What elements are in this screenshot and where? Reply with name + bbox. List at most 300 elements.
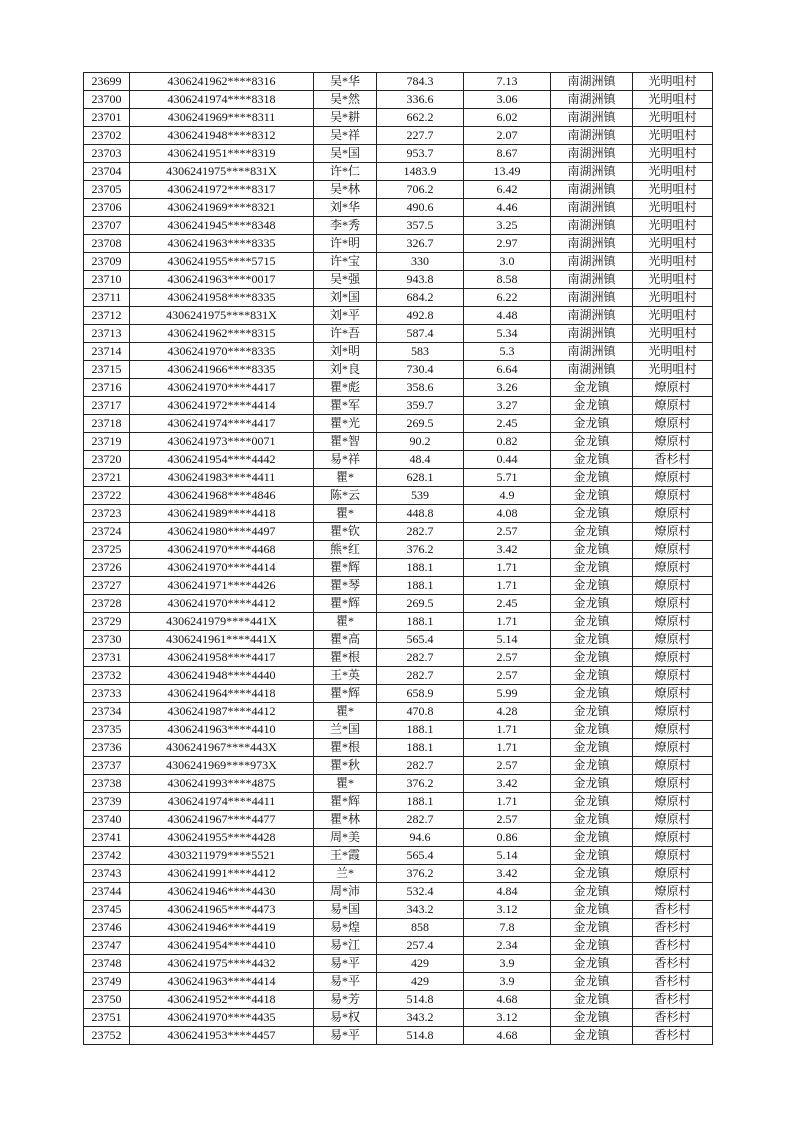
- village-cell: 香杉村: [633, 973, 713, 991]
- town-cell: 金龙镇: [551, 883, 633, 901]
- village-cell: 燎原村: [633, 649, 713, 667]
- table-row: [84, 145, 713, 163]
- town-cell: 南湖洲镇: [551, 271, 633, 289]
- amount-cell: 376.2: [377, 541, 464, 559]
- town-cell: 金龙镇: [551, 973, 633, 991]
- row-number-cell: 23717: [84, 397, 130, 415]
- row-number-cell: 23705: [84, 181, 130, 199]
- village-cell: 燎原村: [633, 487, 713, 505]
- table-row: [84, 91, 713, 109]
- id-number-cell: 4306241987****4412: [130, 703, 314, 721]
- town-cell: 金龙镇: [551, 703, 633, 721]
- row-number-cell: 23724: [84, 523, 130, 541]
- village-cell: 燎原村: [633, 577, 713, 595]
- town-cell: 金龙镇: [551, 451, 633, 469]
- id-number-cell: 4306241970****4417: [130, 379, 314, 397]
- name-cell: 瞿*秋: [314, 757, 377, 775]
- table-row: [84, 937, 713, 955]
- amount-cell: 565.4: [377, 847, 464, 865]
- amount-cell: 257.4: [377, 937, 464, 955]
- amount-cell: 358.6: [377, 379, 464, 397]
- row-number-cell: 23712: [84, 307, 130, 325]
- village-cell: 香杉村: [633, 955, 713, 973]
- id-number-cell: 4306241989****4418: [130, 505, 314, 523]
- value-cell: 5.14: [464, 631, 551, 649]
- table-row: [84, 865, 713, 883]
- value-cell: 3.25: [464, 217, 551, 235]
- id-number-cell: 4306241975****4432: [130, 955, 314, 973]
- town-cell: 金龙镇: [551, 1009, 633, 1027]
- name-cell: 易*煌: [314, 919, 377, 937]
- table-row: [84, 901, 713, 919]
- village-cell: 光明咀村: [633, 235, 713, 253]
- amount-cell: 188.1: [377, 739, 464, 757]
- id-number-cell: 4306241954****4410: [130, 937, 314, 955]
- name-cell: 吴*祥: [314, 127, 377, 145]
- id-number-cell: 4306241963****8335: [130, 235, 314, 253]
- row-number-cell: 23709: [84, 253, 130, 271]
- value-cell: 3.0: [464, 253, 551, 271]
- name-cell: 李*秀: [314, 217, 377, 235]
- amount-cell: 357.5: [377, 217, 464, 235]
- value-cell: 1.71: [464, 739, 551, 757]
- amount-cell: 188.1: [377, 559, 464, 577]
- amount-cell: 336.6: [377, 91, 464, 109]
- id-number-cell: 4306241969****973X: [130, 757, 314, 775]
- amount-cell: 448.8: [377, 505, 464, 523]
- value-cell: 2.57: [464, 811, 551, 829]
- row-number-cell: 23711: [84, 289, 130, 307]
- value-cell: 3.27: [464, 397, 551, 415]
- value-cell: 3.42: [464, 865, 551, 883]
- amount-cell: 492.8: [377, 307, 464, 325]
- row-number-cell: 23750: [84, 991, 130, 1009]
- village-cell: 光明咀村: [633, 343, 713, 361]
- town-cell: 南湖洲镇: [551, 91, 633, 109]
- id-number-cell: 4306241963****4410: [130, 721, 314, 739]
- town-cell: 金龙镇: [551, 685, 633, 703]
- row-number-cell: 23748: [84, 955, 130, 973]
- table-row: [84, 847, 713, 865]
- row-number-cell: 23726: [84, 559, 130, 577]
- row-number-cell: 23722: [84, 487, 130, 505]
- row-number-cell: 23744: [84, 883, 130, 901]
- name-cell: 易*平: [314, 973, 377, 991]
- village-cell: 光明咀村: [633, 217, 713, 235]
- row-number-cell: 23720: [84, 451, 130, 469]
- town-cell: 金龙镇: [551, 541, 633, 559]
- town-cell: 金龙镇: [551, 901, 633, 919]
- amount-cell: 587.4: [377, 325, 464, 343]
- village-cell: 光明咀村: [633, 145, 713, 163]
- amount-cell: 326.7: [377, 235, 464, 253]
- village-cell: 燎原村: [633, 379, 713, 397]
- name-cell: 许*明: [314, 235, 377, 253]
- table-row: [84, 685, 713, 703]
- row-number-cell: 23745: [84, 901, 130, 919]
- id-number-cell: 4306241967****443X: [130, 739, 314, 757]
- name-cell: 瞿*彪: [314, 379, 377, 397]
- village-cell: 燎原村: [633, 865, 713, 883]
- row-number-cell: 23716: [84, 379, 130, 397]
- value-cell: 2.45: [464, 595, 551, 613]
- town-cell: 金龙镇: [551, 631, 633, 649]
- name-cell: 吴*耕: [314, 109, 377, 127]
- table-row: [84, 415, 713, 433]
- row-number-cell: 23742: [84, 847, 130, 865]
- town-cell: 金龙镇: [551, 415, 633, 433]
- village-cell: 光明咀村: [633, 361, 713, 379]
- amount-cell: 628.1: [377, 469, 464, 487]
- id-number-cell: 4306241955****5715: [130, 253, 314, 271]
- table-row: [84, 1027, 713, 1045]
- id-number-cell: 4306241954****4442: [130, 451, 314, 469]
- town-cell: 金龙镇: [551, 1027, 633, 1045]
- id-number-cell: 4306241961****441X: [130, 631, 314, 649]
- table-row: [84, 487, 713, 505]
- name-cell: 周*美: [314, 829, 377, 847]
- row-number-cell: 23747: [84, 937, 130, 955]
- row-number-cell: 23699: [84, 73, 130, 91]
- name-cell: 许*仁: [314, 163, 377, 181]
- value-cell: 1.71: [464, 721, 551, 739]
- village-cell: 香杉村: [633, 937, 713, 955]
- row-number-cell: 23737: [84, 757, 130, 775]
- id-number-cell: 4306241970****4414: [130, 559, 314, 577]
- value-cell: 5.14: [464, 847, 551, 865]
- village-cell: 光明咀村: [633, 109, 713, 127]
- village-cell: 燎原村: [633, 469, 713, 487]
- id-number-cell: 4306241963****0017: [130, 271, 314, 289]
- table-row: [84, 955, 713, 973]
- name-cell: 易*平: [314, 955, 377, 973]
- value-cell: 1.71: [464, 577, 551, 595]
- amount-cell: 470.8: [377, 703, 464, 721]
- id-number-cell: 4306241974****4417: [130, 415, 314, 433]
- amount-cell: 429: [377, 973, 464, 991]
- table-row: [84, 325, 713, 343]
- value-cell: 6.22: [464, 289, 551, 307]
- town-cell: 金龙镇: [551, 487, 633, 505]
- row-number-cell: 23739: [84, 793, 130, 811]
- table-row: [84, 361, 713, 379]
- amount-cell: 1483.9: [377, 163, 464, 181]
- town-cell: 金龙镇: [551, 559, 633, 577]
- name-cell: 刘*华: [314, 199, 377, 217]
- id-number-cell: 4306241975****831X: [130, 163, 314, 181]
- town-cell: 金龙镇: [551, 811, 633, 829]
- village-cell: 燎原村: [633, 415, 713, 433]
- amount-cell: 943.8: [377, 271, 464, 289]
- village-cell: 燎原村: [633, 541, 713, 559]
- town-cell: 金龙镇: [551, 775, 633, 793]
- village-cell: 燎原村: [633, 613, 713, 631]
- value-cell: 0.86: [464, 829, 551, 847]
- row-number-cell: 23751: [84, 1009, 130, 1027]
- town-cell: 金龙镇: [551, 955, 633, 973]
- town-cell: 南湖洲镇: [551, 307, 633, 325]
- village-cell: 香杉村: [633, 901, 713, 919]
- amount-cell: 376.2: [377, 775, 464, 793]
- id-number-cell: 4306241958****8335: [130, 289, 314, 307]
- name-cell: 瞿*: [314, 505, 377, 523]
- value-cell: 2.57: [464, 523, 551, 541]
- id-number-cell: 4306241971****4426: [130, 577, 314, 595]
- amount-cell: 706.2: [377, 181, 464, 199]
- value-cell: 0.82: [464, 433, 551, 451]
- table-row: [84, 991, 713, 1009]
- value-cell: 2.57: [464, 667, 551, 685]
- row-number-cell: 23701: [84, 109, 130, 127]
- town-cell: 金龙镇: [551, 757, 633, 775]
- table-row: [84, 433, 713, 451]
- id-number-cell: 4306241974****4411: [130, 793, 314, 811]
- row-number-cell: 23710: [84, 271, 130, 289]
- table-row: [84, 127, 713, 145]
- id-number-cell: 4303211979****5521: [130, 847, 314, 865]
- table-row: [84, 919, 713, 937]
- amount-cell: 359.7: [377, 397, 464, 415]
- id-number-cell: 4306241969****8321: [130, 199, 314, 217]
- town-cell: 南湖洲镇: [551, 361, 633, 379]
- name-cell: 瞿*: [314, 613, 377, 631]
- row-number-cell: 23740: [84, 811, 130, 829]
- value-cell: 4.9: [464, 487, 551, 505]
- amount-cell: 269.5: [377, 415, 464, 433]
- value-cell: 4.84: [464, 883, 551, 901]
- amount-cell: 282.7: [377, 523, 464, 541]
- town-cell: 金龙镇: [551, 829, 633, 847]
- name-cell: 瞿*根: [314, 649, 377, 667]
- table-row: [84, 217, 713, 235]
- amount-cell: 282.7: [377, 667, 464, 685]
- table-row: [84, 883, 713, 901]
- amount-cell: 48.4: [377, 451, 464, 469]
- table-row: [84, 379, 713, 397]
- amount-cell: 658.9: [377, 685, 464, 703]
- table-row: [84, 577, 713, 595]
- town-cell: 金龙镇: [551, 595, 633, 613]
- village-cell: 燎原村: [633, 721, 713, 739]
- town-cell: 南湖洲镇: [551, 235, 633, 253]
- id-number-cell: 4306241970****4412: [130, 595, 314, 613]
- id-number-cell: 4306241968****4846: [130, 487, 314, 505]
- table-row: [84, 163, 713, 181]
- value-cell: 5.99: [464, 685, 551, 703]
- town-cell: 南湖洲镇: [551, 145, 633, 163]
- table-row: [84, 739, 713, 757]
- row-number-cell: 23702: [84, 127, 130, 145]
- value-cell: 3.42: [464, 775, 551, 793]
- village-cell: 燎原村: [633, 883, 713, 901]
- value-cell: 4.68: [464, 991, 551, 1009]
- id-number-cell: 4306241966****8335: [130, 361, 314, 379]
- value-cell: 3.9: [464, 973, 551, 991]
- amount-cell: 858: [377, 919, 464, 937]
- table-row: [84, 811, 713, 829]
- id-number-cell: 4306241973****0071: [130, 433, 314, 451]
- row-number-cell: 23714: [84, 343, 130, 361]
- row-number-cell: 23703: [84, 145, 130, 163]
- town-cell: 金龙镇: [551, 793, 633, 811]
- row-number-cell: 23719: [84, 433, 130, 451]
- row-number-cell: 23736: [84, 739, 130, 757]
- village-cell: 香杉村: [633, 919, 713, 937]
- value-cell: 4.28: [464, 703, 551, 721]
- village-cell: 光明咀村: [633, 73, 713, 91]
- row-number-cell: 23733: [84, 685, 130, 703]
- id-number-cell: 4306241948****8312: [130, 127, 314, 145]
- id-number-cell: 4306241974****8318: [130, 91, 314, 109]
- value-cell: 8.58: [464, 271, 551, 289]
- village-cell: 光明咀村: [633, 289, 713, 307]
- town-cell: 南湖洲镇: [551, 163, 633, 181]
- name-cell: 瞿*辉: [314, 793, 377, 811]
- town-cell: 南湖洲镇: [551, 217, 633, 235]
- name-cell: 易*平: [314, 1027, 377, 1045]
- row-number-cell: 23729: [84, 613, 130, 631]
- village-cell: 燎原村: [633, 829, 713, 847]
- village-cell: 燎原村: [633, 523, 713, 541]
- village-cell: 燎原村: [633, 685, 713, 703]
- village-cell: 光明咀村: [633, 325, 713, 343]
- row-number-cell: 23731: [84, 649, 130, 667]
- table-row: [84, 775, 713, 793]
- row-number-cell: 23730: [84, 631, 130, 649]
- table-row: [84, 451, 713, 469]
- town-cell: 金龙镇: [551, 469, 633, 487]
- amount-cell: 343.2: [377, 901, 464, 919]
- table-row: [84, 253, 713, 271]
- amount-cell: 514.8: [377, 1027, 464, 1045]
- amount-cell: 514.8: [377, 991, 464, 1009]
- name-cell: 瞿*钦: [314, 523, 377, 541]
- town-cell: 南湖洲镇: [551, 289, 633, 307]
- town-cell: 金龙镇: [551, 397, 633, 415]
- table-row: [84, 757, 713, 775]
- town-cell: 南湖洲镇: [551, 181, 633, 199]
- row-number-cell: 23708: [84, 235, 130, 253]
- id-number-cell: 4306241955****4428: [130, 829, 314, 847]
- id-number-cell: 4306241983****4411: [130, 469, 314, 487]
- name-cell: 许*吾: [314, 325, 377, 343]
- row-number-cell: 23738: [84, 775, 130, 793]
- town-cell: 金龙镇: [551, 667, 633, 685]
- name-cell: 吴*林: [314, 181, 377, 199]
- row-number-cell: 23746: [84, 919, 130, 937]
- value-cell: 3.42: [464, 541, 551, 559]
- amount-cell: 188.1: [377, 613, 464, 631]
- village-cell: 光明咀村: [633, 271, 713, 289]
- value-cell: 2.57: [464, 649, 551, 667]
- value-cell: 13.49: [464, 163, 551, 181]
- table-row: [84, 703, 713, 721]
- amount-cell: 188.1: [377, 793, 464, 811]
- town-cell: 金龙镇: [551, 523, 633, 541]
- value-cell: 3.9: [464, 955, 551, 973]
- amount-cell: 282.7: [377, 811, 464, 829]
- town-cell: 南湖洲镇: [551, 73, 633, 91]
- value-cell: 2.57: [464, 757, 551, 775]
- town-cell: 金龙镇: [551, 613, 633, 631]
- value-cell: 1.71: [464, 793, 551, 811]
- value-cell: 0.44: [464, 451, 551, 469]
- town-cell: 金龙镇: [551, 865, 633, 883]
- name-cell: 熊*红: [314, 541, 377, 559]
- table-row: [84, 973, 713, 991]
- name-cell: 兰*: [314, 865, 377, 883]
- amount-cell: 376.2: [377, 865, 464, 883]
- name-cell: 吴*国: [314, 145, 377, 163]
- amount-cell: 282.7: [377, 649, 464, 667]
- row-number-cell: 23741: [84, 829, 130, 847]
- id-number-cell: 4306241970****4435: [130, 1009, 314, 1027]
- name-cell: 王*英: [314, 667, 377, 685]
- name-cell: 瞿*光: [314, 415, 377, 433]
- town-cell: 南湖洲镇: [551, 325, 633, 343]
- town-cell: 金龙镇: [551, 937, 633, 955]
- name-cell: 刘*平: [314, 307, 377, 325]
- value-cell: 3.26: [464, 379, 551, 397]
- table-row: [84, 613, 713, 631]
- id-number-cell: 4306241972****8317: [130, 181, 314, 199]
- value-cell: 6.02: [464, 109, 551, 127]
- id-number-cell: 4306241993****4875: [130, 775, 314, 793]
- village-cell: 光明咀村: [633, 163, 713, 181]
- village-cell: 燎原村: [633, 505, 713, 523]
- village-cell: 燎原村: [633, 703, 713, 721]
- row-number-cell: 23743: [84, 865, 130, 883]
- value-cell: 3.06: [464, 91, 551, 109]
- name-cell: 瞿*辉: [314, 685, 377, 703]
- id-number-cell: 4306241946****4419: [130, 919, 314, 937]
- name-cell: 瞿*军: [314, 397, 377, 415]
- amount-cell: 227.7: [377, 127, 464, 145]
- village-cell: 香杉村: [633, 451, 713, 469]
- value-cell: 8.67: [464, 145, 551, 163]
- table-row: [84, 181, 713, 199]
- name-cell: 兰*国: [314, 721, 377, 739]
- table-row: [84, 523, 713, 541]
- town-cell: 金龙镇: [551, 991, 633, 1009]
- village-cell: 燎原村: [633, 793, 713, 811]
- village-cell: 燎原村: [633, 757, 713, 775]
- value-cell: 4.46: [464, 199, 551, 217]
- table-row: [84, 505, 713, 523]
- id-number-cell: 4306241946****4430: [130, 883, 314, 901]
- value-cell: 4.48: [464, 307, 551, 325]
- village-cell: 香杉村: [633, 991, 713, 1009]
- table-row: [84, 595, 713, 613]
- name-cell: 易*江: [314, 937, 377, 955]
- table-row: [84, 73, 713, 91]
- id-number-cell: 4306241965****4473: [130, 901, 314, 919]
- table-row: [84, 343, 713, 361]
- table-row: [84, 109, 713, 127]
- table-row: [84, 559, 713, 577]
- id-number-cell: 4306241953****4457: [130, 1027, 314, 1045]
- town-cell: 南湖洲镇: [551, 109, 633, 127]
- id-number-cell: 4306241952****4418: [130, 991, 314, 1009]
- row-number-cell: 23704: [84, 163, 130, 181]
- amount-cell: 188.1: [377, 577, 464, 595]
- name-cell: 陈*云: [314, 487, 377, 505]
- row-number-cell: 23706: [84, 199, 130, 217]
- row-number-cell: 23735: [84, 721, 130, 739]
- name-cell: 许*宝: [314, 253, 377, 271]
- id-number-cell: 4306241979****441X: [130, 613, 314, 631]
- value-cell: 2.34: [464, 937, 551, 955]
